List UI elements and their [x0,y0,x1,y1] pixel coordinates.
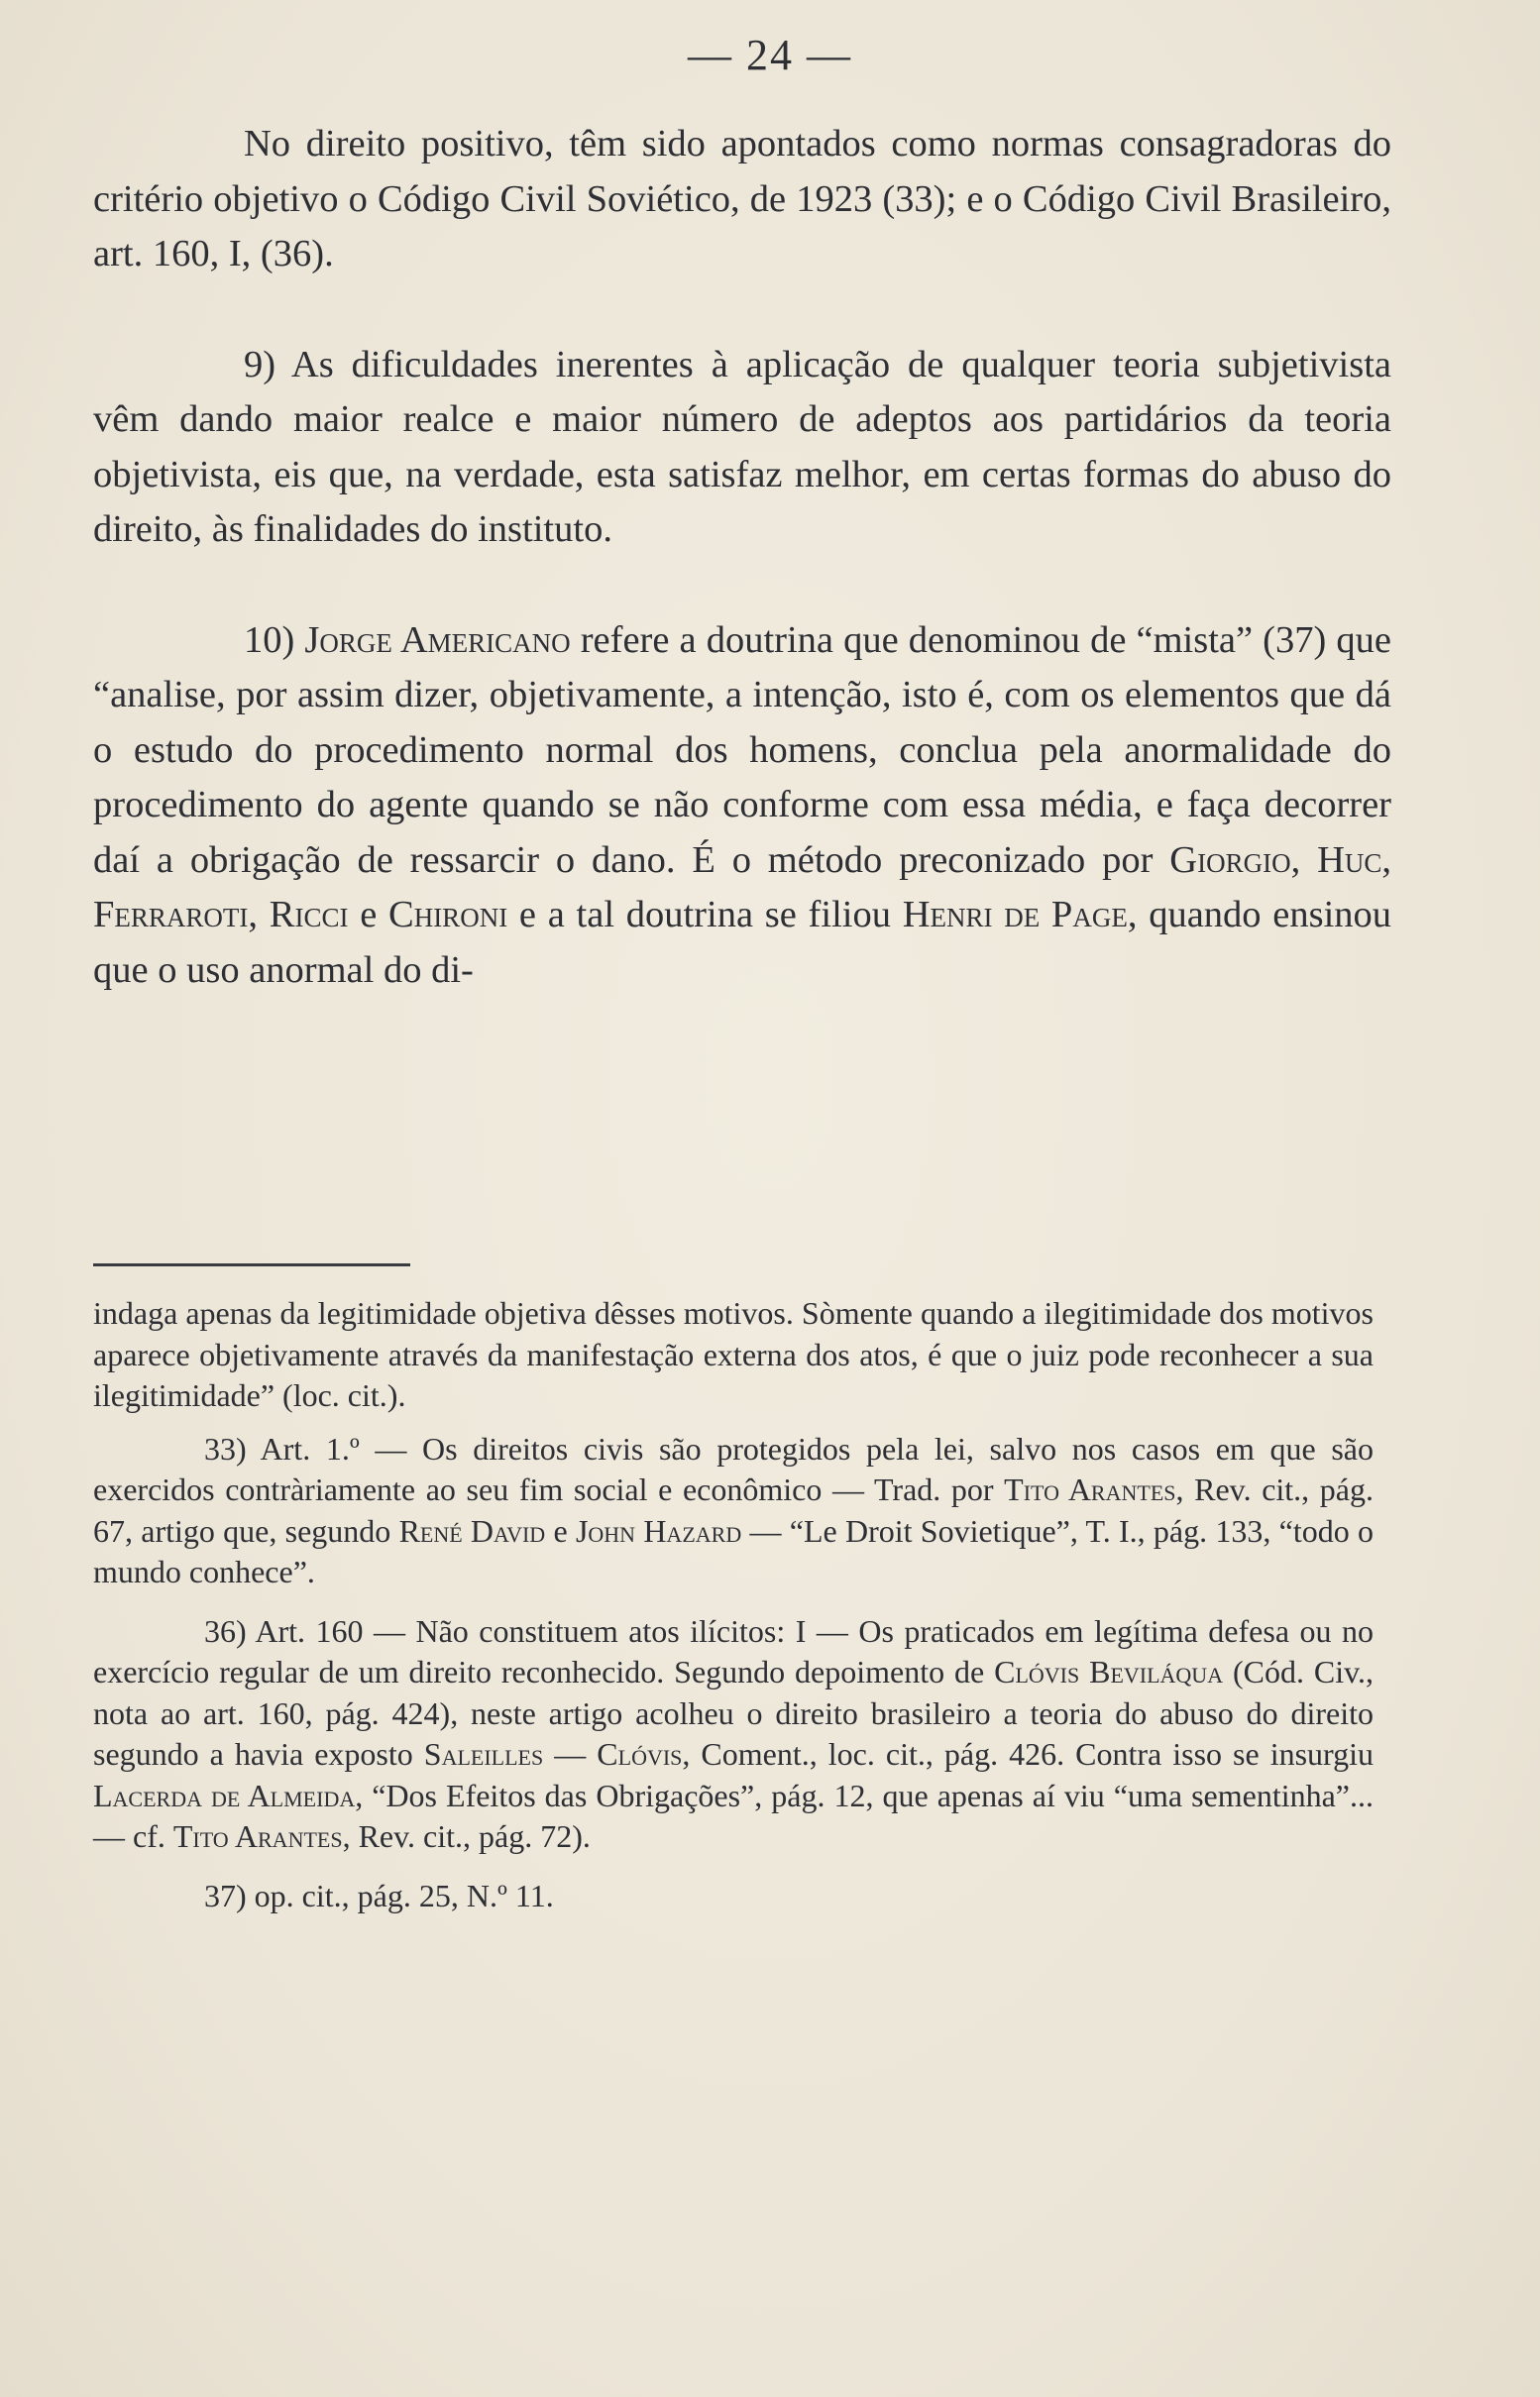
text-run: , quando ensinou que o uso anormal do di- [93,894,1392,991]
author-name: Clóvis [597,1736,683,1772]
text-run: 36) Art. 160 — Não constituem atos ilícitos: I — Os praticados em legítima defesa ou no exercício regular de um direito reconhecido. Segundo depoimento de [93,1612,1374,1689]
footnote-divider [93,1263,410,1266]
text-run: , [248,894,270,935]
author-name: John Hazard [575,1512,742,1549]
footnote-37: 37) op. cit., pág. 25, N.º 11. [204,1877,554,1913]
text-run: (Cód. Civ., nota ao art. 160, pág. 424), neste artigo acolheu o direito brasileiro a teoria do abuso do direito segundo a havia exposto [93,1654,1375,1772]
footnote-33 [93,1429,1374,1593]
page-number: — 24 — [688,31,852,79]
text-run: 10) [244,618,305,661]
author-name: Ricci [269,894,349,935]
footnote-36 [93,1611,1374,1858]
main-text [93,117,1391,998]
author-name: Saleilles [423,1736,544,1772]
paragraph-1: No direito positivo, têm sido apontados como normas consagradoras do critério objetivo o Código Civil Soviético, de 1923 (33); e o Código Civil Brasileiro, art. 160, I, (36). [93,123,1391,274]
author-name: Clóvis Beviláqua [994,1654,1224,1689]
paragraph-2: 9) As dificuldades inerentes à aplicação de qualquer teoria subjetivista vêm dando maior realce e maior número de adeptos aos partidários da teoria objetivista, eis que, na verdade, esta satisfaz melhor, em certas formas do abuso do direito, às finalidades do instituto. [93,343,1391,550]
author-name: Huc [1317,838,1382,881]
author-name: Tito Arantes [172,1818,343,1854]
text-run: , [1381,838,1391,881]
paragraph-3 [93,613,1391,999]
author-name: René David [398,1512,546,1549]
author-name: Henri de Page [902,894,1128,935]
author-name: Chironi [388,894,508,935]
author-name: Tito Arantes [1004,1471,1176,1507]
footnote-continuation: indaga apenas da legitimidade objetiva dêsses motivos. Sòmente quando a ilegitimidade dos motivos aparece objetivamente através da manifestação externa dos atos, é que o juiz pode reconhecer a sua ilegitimidade” (loc. cit.). [93,1295,1374,1413]
text-run: — [543,1736,598,1772]
text-run: 33) Art. 1.º — Os direitos civis são protegidos pela lei, salvo nos casos em que são exercidos contràriamente ao seu fim social e econômico — Trad. por [93,1430,1374,1507]
text-run: , Rev. cit., pág. 72). [342,1818,591,1854]
text-run: e [348,894,389,935]
text-run: e [545,1512,576,1549]
author-name: Ferraroti [93,894,249,935]
text-run: — “Le Droit Sovietique”, T. I., pág. 133, “todo o mundo conhece”. [93,1512,1374,1589]
footnotes [93,1293,1374,1916]
text-run: e a tal doutrina se filiou [507,894,903,935]
text-run: , Rev. cit., pág. 67, artigo que, segundo [93,1471,1375,1549]
author-name: Giorgio [1169,838,1291,881]
text-run: , Coment., loc. cit., pág. 426. Contra isso se insurgiu [682,1736,1375,1772]
author-name: Lacerda de Almeida [93,1777,356,1813]
author-name: Jorge Americano [304,618,571,661]
text-run: , “Dos Efeitos das Obrigações”, pág. 12, que apenas aí viu “uma sementinha”... — cf. [93,1777,1374,1854]
text-run: refere a doutrina que denominou de “mista” (37) que “analise, por assim dizer, objetivamente, a intenção, isto é, com os elementos que dá o estudo do procedimento normal dos homens, conclua pela anormalidade do procedimento do agente quando se não conforme com essa média, e faça decorrer daí a obrigação de ressarcir o dano. É o método preconizado por [93,618,1391,881]
text-run: , [1290,838,1318,881]
